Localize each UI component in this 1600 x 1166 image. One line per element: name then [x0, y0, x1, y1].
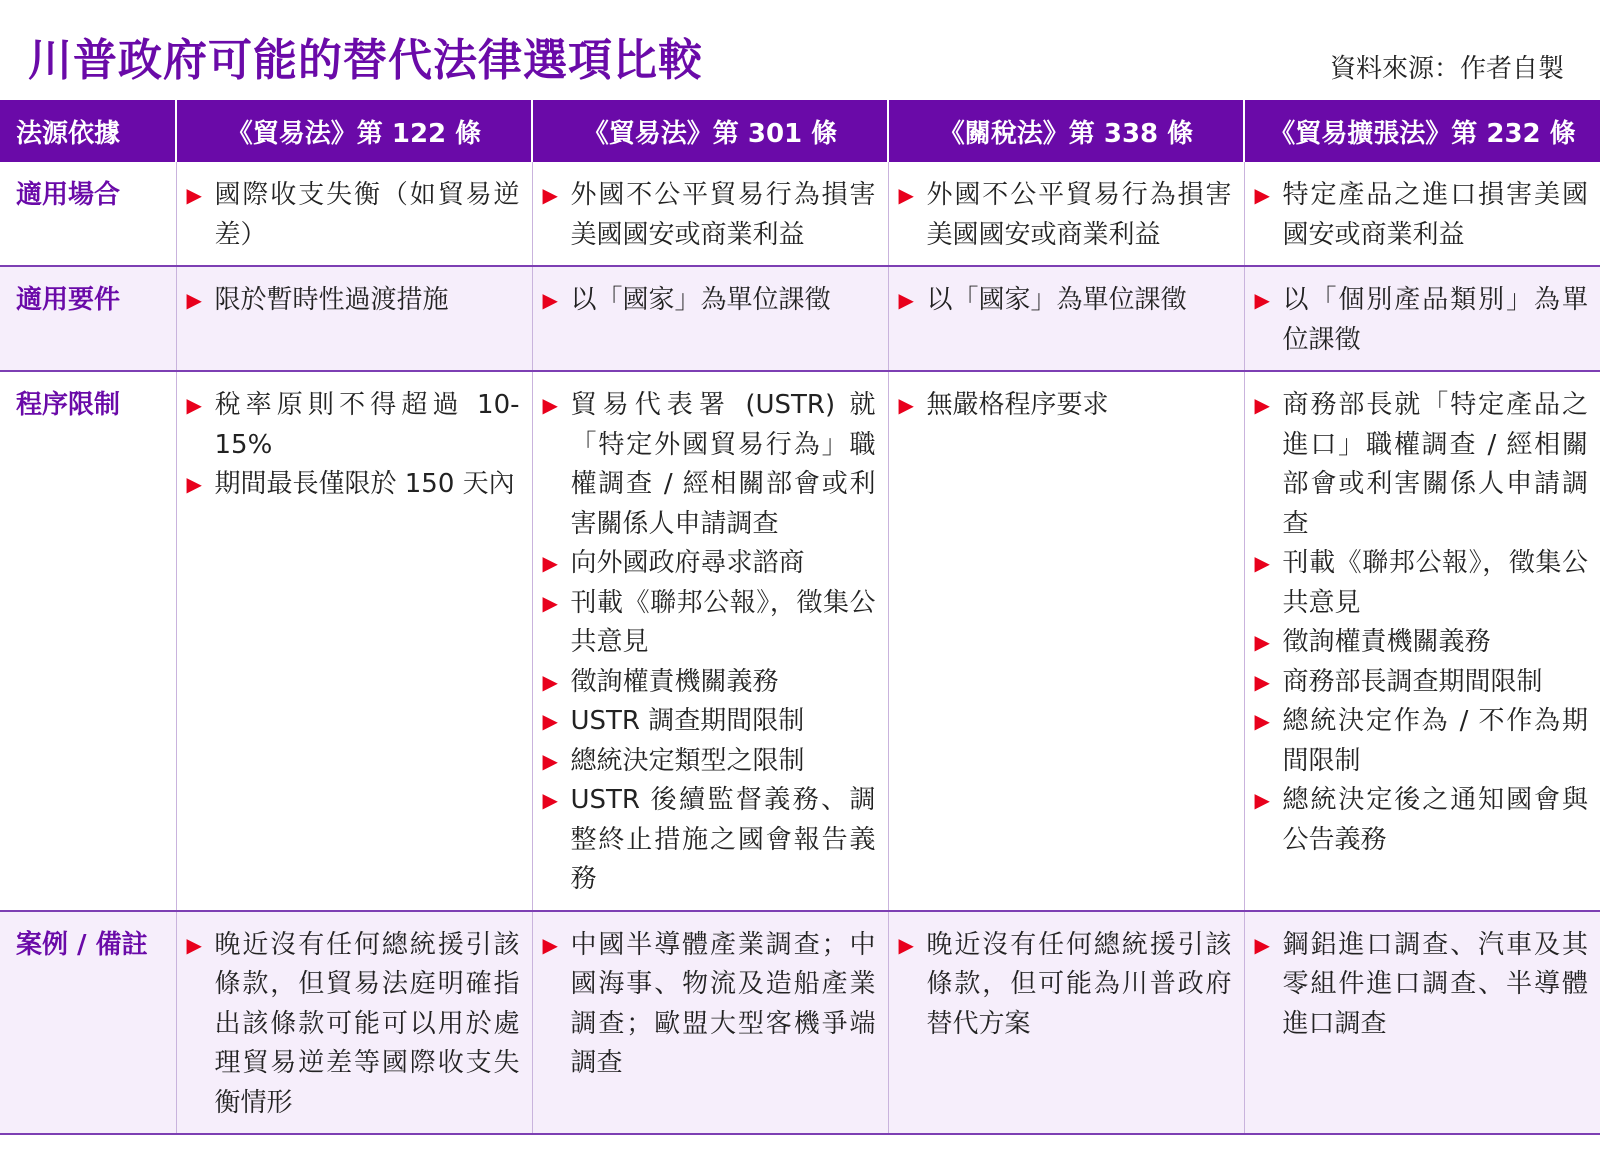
list-item — [1255, 176, 1589, 255]
list-item-text: 稅率原則不得超過 10-15% — [214, 390, 520, 460]
bullet-list — [1255, 281, 1589, 360]
red-triangle-bullet-icon: ▶ — [1254, 788, 1270, 812]
bullet-list — [899, 926, 1232, 1045]
list-item — [543, 663, 876, 703]
list-item-text: 總統決定後之通知國會與公告義務 — [1282, 785, 1588, 855]
list-item-text: 向外國政府尋求諮商 — [570, 548, 805, 578]
list-item-text: 商務部長調查期間限制 — [1282, 666, 1543, 697]
red-triangle-bullet-icon: ▶ — [1254, 709, 1270, 733]
list-item-text: 商務部長就「特定產品之進口」職權調查 / 經相關部會或利害關係人申請調查 — [1282, 390, 1588, 539]
list-item-text: 限於暫時性過渡措施 — [214, 285, 449, 315]
list-item-text: 以「國家」為單位課徵 — [570, 285, 831, 315]
table-cell — [888, 266, 1244, 371]
row-label: 程序限制 — [0, 371, 176, 911]
red-triangle-bullet-icon: ▶ — [542, 709, 558, 733]
red-triangle-bullet-icon: ▶ — [1254, 932, 1270, 957]
table-cell — [1244, 911, 1600, 1135]
table-cell — [1244, 266, 1600, 371]
bullet-list — [899, 386, 1232, 426]
red-triangle-bullet-icon: ▶ — [1254, 551, 1270, 575]
list-item — [1255, 663, 1589, 703]
bullet-list — [899, 281, 1232, 321]
list-item-text: 以「國家」為單位課徵 — [926, 285, 1187, 315]
bullet-list — [543, 926, 876, 1084]
red-triangle-bullet-icon: ▶ — [898, 183, 914, 207]
table-cell — [888, 371, 1244, 911]
table-cell — [176, 266, 532, 371]
list-item — [543, 702, 876, 742]
bullet-list — [899, 176, 1232, 255]
list-item — [543, 544, 876, 584]
row-label: 適用場合 — [0, 162, 176, 266]
list-item-text: 外國不公平貿易行為損害美國國安或商業利益 — [926, 180, 1232, 250]
red-triangle-bullet-icon: ▶ — [898, 393, 914, 417]
list-item-text: USTR 調查期間限制 — [570, 706, 805, 736]
table-row — [0, 266, 1600, 371]
list-item — [1255, 781, 1589, 860]
header-trade-act-122: 《貿易法》第 122 條 — [176, 100, 532, 162]
bullet-list — [187, 176, 520, 255]
table-cell — [888, 162, 1244, 266]
red-triangle-bullet-icon: ▶ — [542, 669, 558, 694]
source-note: 資料來源：作者自製 — [1329, 54, 1564, 84]
red-triangle-bullet-icon: ▶ — [542, 748, 558, 773]
list-item — [543, 742, 876, 782]
list-item-text: 總統決定類型之限制 — [570, 745, 805, 776]
header-tariff-act-338: 《關稅法》第 338 條 — [888, 100, 1244, 162]
list-item-text: 晚近沒有任何總統援引該條款，但貿易法庭明確指出該條款可能可以用於處理貿易逆差等國際收支失衡情形 — [214, 929, 520, 1118]
list-item — [543, 281, 876, 321]
list-item-text: 無嚴格程序要求 — [926, 390, 1109, 420]
list-item — [543, 781, 876, 900]
table-cell — [532, 911, 888, 1135]
red-triangle-bullet-icon: ▶ — [1254, 393, 1270, 417]
list-item — [1255, 702, 1589, 781]
list-item — [899, 386, 1232, 426]
list-item — [1255, 623, 1589, 663]
table-cell — [176, 911, 532, 1135]
red-triangle-bullet-icon: ▶ — [898, 932, 914, 957]
list-item — [187, 386, 520, 465]
bullet-list — [1255, 926, 1589, 1045]
list-item-text: 國際收支失衡（如貿易逆差） — [214, 180, 520, 250]
list-item — [187, 926, 520, 1124]
bullet-list — [187, 386, 520, 505]
list-item — [899, 176, 1232, 255]
red-triangle-bullet-icon: ▶ — [186, 288, 202, 312]
bullet-list — [543, 176, 876, 255]
bullet-list — [1255, 386, 1589, 860]
list-item — [1255, 544, 1589, 623]
list-item-text: 鋼鋁進口調查、汽車及其零組件進口調查、半導體進口調查 — [1282, 929, 1588, 1039]
table-cell — [532, 266, 888, 371]
red-triangle-bullet-icon: ▶ — [542, 932, 558, 957]
table-row — [0, 371, 1600, 911]
bullet-list — [543, 281, 876, 321]
list-item-text: 刊載《聯邦公報》，徵集公共意見 — [570, 587, 876, 657]
list-item — [1255, 386, 1589, 544]
list-item — [1255, 281, 1589, 360]
list-item — [1255, 926, 1589, 1045]
bullet-list — [187, 281, 520, 321]
page-title: 川普政府可能的替代法律選項比較 — [28, 35, 703, 86]
table-cell — [1244, 371, 1600, 911]
list-item-text: 期間最長僅限於 150 天內 — [214, 469, 515, 499]
list-item-text: 徵詢權責機關義務 — [1282, 627, 1491, 657]
list-item-text: 總統決定作為 / 不作為期間限制 — [1282, 706, 1588, 776]
header-row — [0, 100, 1600, 162]
list-item-text: 特定產品之進口損害美國國安或商業利益 — [1282, 180, 1588, 250]
header-trade-expansion-act-232: 《貿易擴張法》第 232 條 — [1244, 100, 1600, 162]
list-item-text: 中國半導體產業調查；中國海事、物流及造船產業調查；歐盟大型客機爭端調查 — [570, 929, 876, 1078]
row-label: 案例 / 備註 — [0, 911, 176, 1135]
list-item — [899, 281, 1232, 321]
header-legal-basis: 法源依據 — [0, 100, 176, 162]
list-item-text: 徵詢權責機關義務 — [570, 666, 779, 697]
red-triangle-bullet-icon: ▶ — [1254, 630, 1270, 654]
list-item-text: 以「個別產品類別」為單位課徵 — [1282, 285, 1588, 355]
table-row — [0, 911, 1600, 1135]
list-item — [899, 926, 1232, 1045]
list-item-text: 刊載《聯邦公報》，徵集公共意見 — [1282, 548, 1588, 618]
bullet-list — [543, 386, 876, 900]
red-triangle-bullet-icon: ▶ — [542, 551, 558, 575]
list-item-text: 晚近沒有任何總統援引該條款，但可能為川普政府替代方案 — [926, 929, 1232, 1039]
bullet-list — [187, 926, 520, 1124]
table-cell — [532, 371, 888, 911]
table-row — [0, 162, 1600, 266]
list-item — [543, 926, 876, 1084]
table-cell — [1244, 162, 1600, 266]
red-triangle-bullet-icon: ▶ — [542, 393, 558, 417]
list-item-text: 貿易代表署 (USTR) 就「特定外國貿易行為」職權調查 / 經相關部會或利害關係人申請調查 — [570, 390, 876, 539]
bullet-list — [1255, 176, 1589, 255]
red-triangle-bullet-icon: ▶ — [1254, 183, 1270, 207]
list-item — [543, 176, 876, 255]
red-triangle-bullet-icon: ▶ — [186, 932, 202, 957]
header-trade-act-301: 《貿易法》第 301 條 — [532, 100, 888, 162]
table-cell — [888, 911, 1244, 1135]
comparison-table — [0, 100, 1600, 1135]
list-item-text: 外國不公平貿易行為損害美國國安或商業利益 — [570, 180, 876, 250]
list-item — [543, 386, 876, 544]
red-triangle-bullet-icon: ▶ — [1254, 669, 1270, 694]
red-triangle-bullet-icon: ▶ — [186, 393, 202, 417]
list-item — [187, 176, 520, 255]
list-item — [187, 465, 520, 505]
list-item-text: USTR 後續監督義務、調整終止措施之國會報告義務 — [570, 785, 876, 894]
red-triangle-bullet-icon: ▶ — [542, 288, 558, 312]
list-item — [543, 584, 876, 663]
red-triangle-bullet-icon: ▶ — [542, 788, 558, 812]
red-triangle-bullet-icon: ▶ — [542, 590, 558, 615]
red-triangle-bullet-icon: ▶ — [1254, 288, 1270, 312]
red-triangle-bullet-icon: ▶ — [186, 183, 202, 207]
table-cell — [532, 162, 888, 266]
table-cell — [176, 371, 532, 911]
table-cell — [176, 162, 532, 266]
red-triangle-bullet-icon: ▶ — [542, 183, 558, 207]
row-label: 適用要件 — [0, 266, 176, 371]
red-triangle-bullet-icon: ▶ — [186, 472, 202, 496]
list-item — [187, 281, 520, 321]
red-triangle-bullet-icon: ▶ — [898, 288, 914, 312]
